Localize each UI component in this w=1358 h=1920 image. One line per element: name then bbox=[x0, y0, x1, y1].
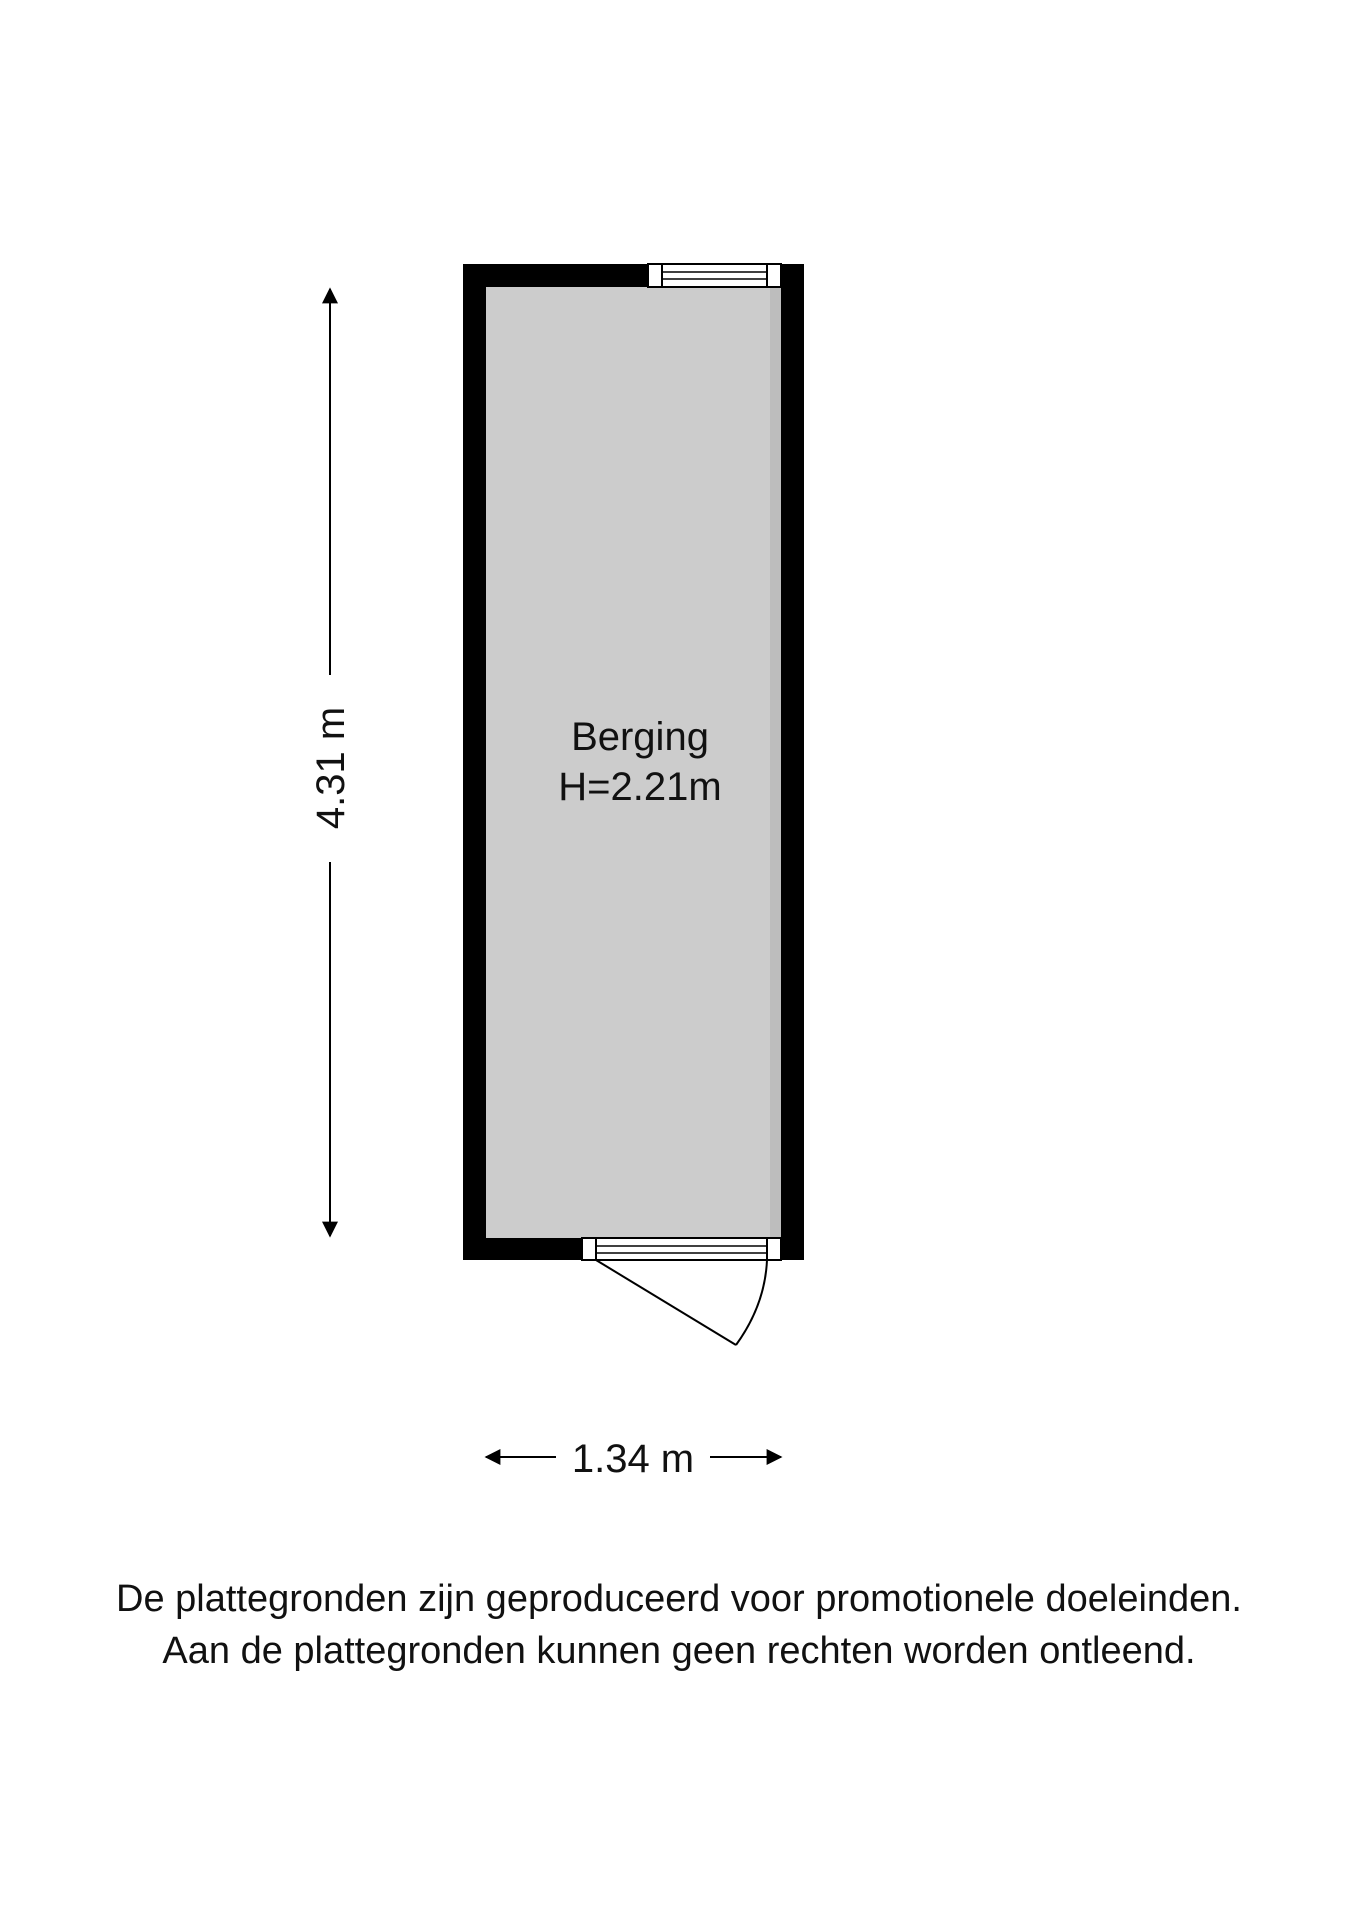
floor-shadow-edge bbox=[770, 287, 781, 1239]
room-floor bbox=[486, 287, 781, 1239]
door-bottom bbox=[582, 1238, 781, 1345]
window-top bbox=[648, 264, 781, 287]
wall-left bbox=[463, 264, 486, 1260]
disclaimer-line-2: Aan de plattegronden kunnen geen rechten worden ontleend. bbox=[162, 1630, 1196, 1672]
wall-right bbox=[781, 264, 804, 1260]
wall-top-left bbox=[463, 264, 648, 287]
dimension-length bbox=[309, 289, 353, 1236]
dimension-width bbox=[486, 1437, 781, 1481]
wall-bottom-left bbox=[463, 1238, 582, 1260]
dimension-length-label: 4.31 m bbox=[309, 706, 353, 830]
room-height: H=2.21m bbox=[558, 765, 722, 809]
door-swing-arc bbox=[736, 1260, 767, 1345]
disclaimer-line-1: De plattegronden zijn geproduceerd voor promotionele doeleinden. bbox=[116, 1578, 1242, 1620]
dimension-width-label: 1.34 m bbox=[571, 1437, 695, 1481]
door-leaf bbox=[596, 1260, 736, 1345]
room-name: Berging bbox=[571, 715, 709, 759]
